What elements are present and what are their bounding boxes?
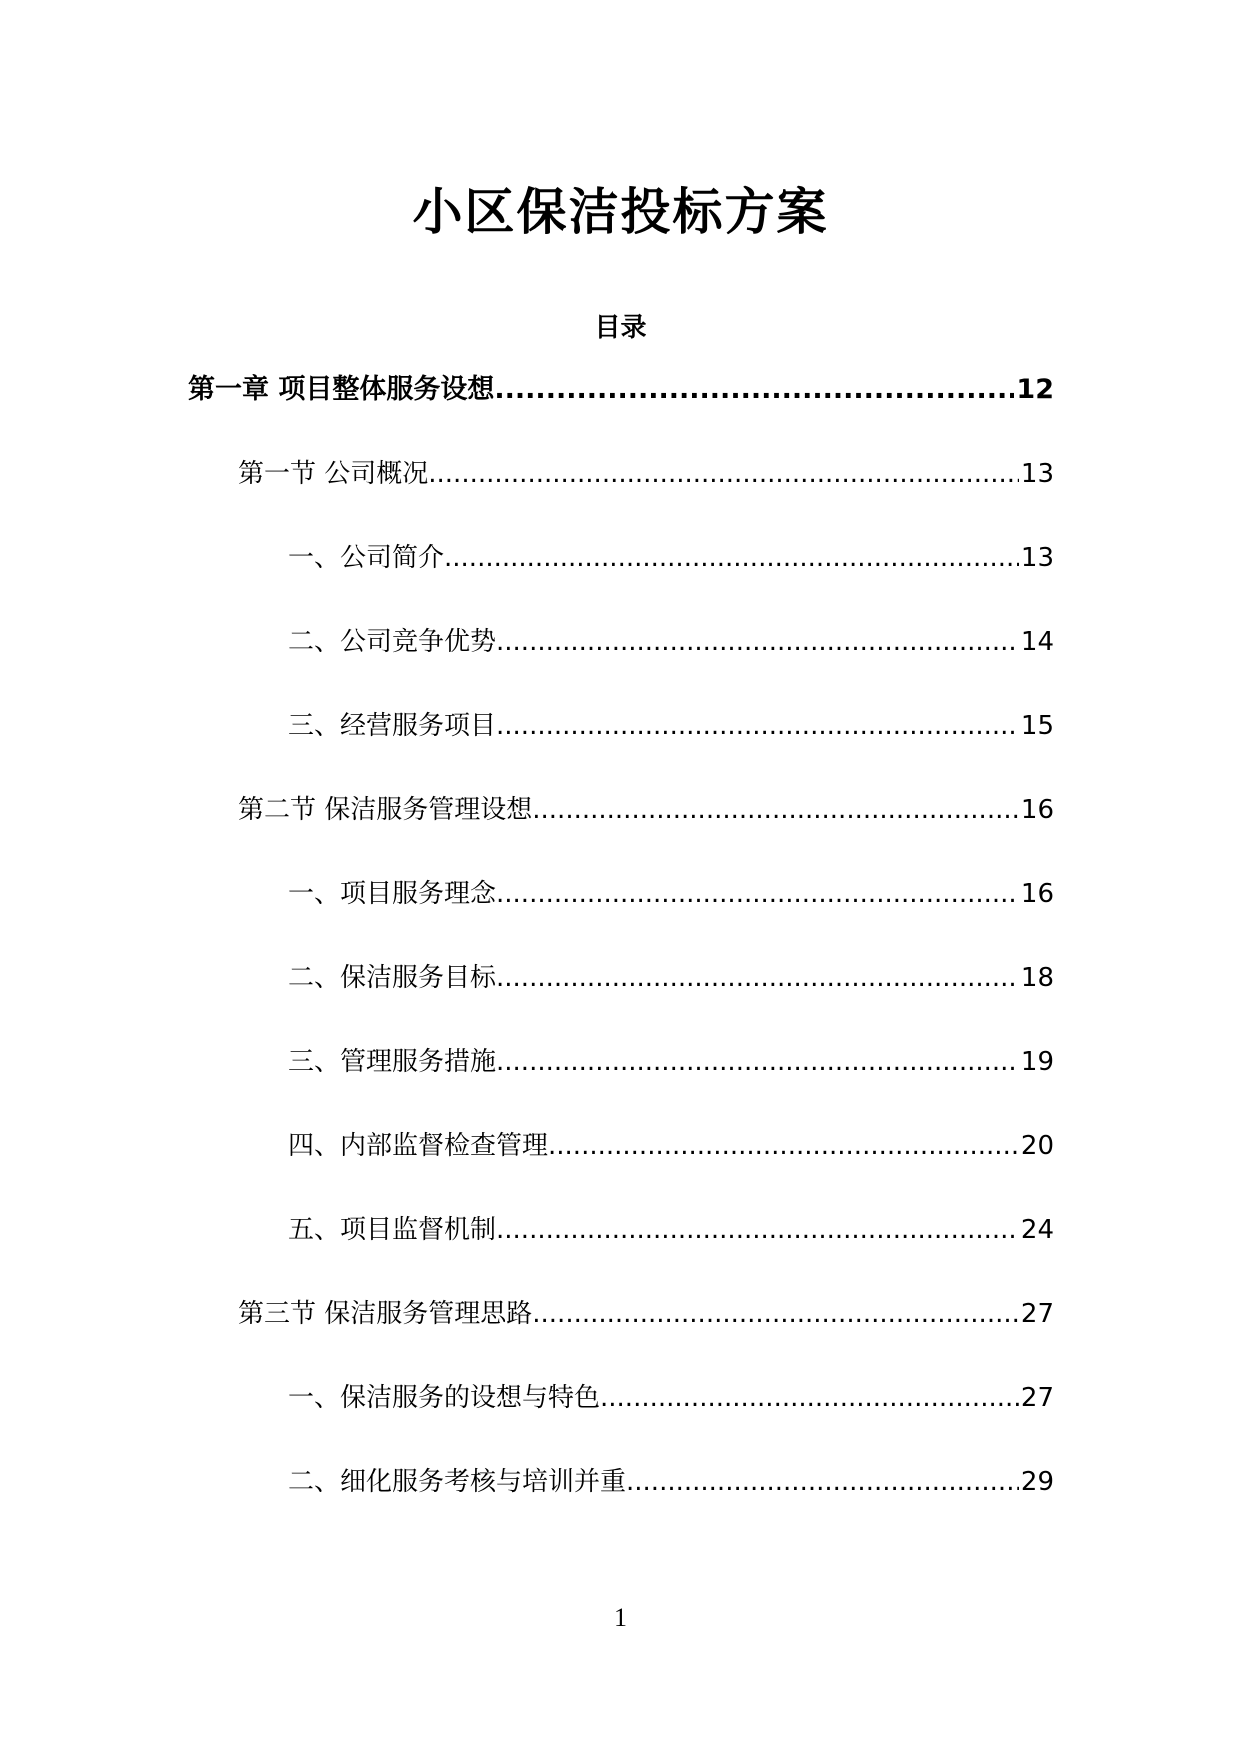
toc-entry-label: 三、经营服务项目 bbox=[288, 711, 497, 741]
toc-dot-leader bbox=[532, 790, 1019, 830]
toc-entry-page: 27 bbox=[1020, 1299, 1054, 1329]
toc-entry-subsection[interactable] bbox=[288, 1462, 1054, 1502]
toc-dot-leader bbox=[548, 1126, 1019, 1166]
toc-entry-page: 15 bbox=[1020, 711, 1054, 741]
toc-entry-subsection[interactable] bbox=[288, 1210, 1054, 1250]
toc-entry-label: 第二节 保洁服务管理设想 bbox=[238, 795, 533, 825]
toc-entry-label: 三、管理服务措施 bbox=[288, 1047, 497, 1077]
toc-dot-leader bbox=[496, 958, 1019, 998]
toc-entry-subsection[interactable] bbox=[288, 1126, 1054, 1166]
toc-entry-page: 16 bbox=[1020, 879, 1054, 909]
toc-entry-subsection[interactable] bbox=[288, 874, 1054, 914]
toc-entry-subsection[interactable] bbox=[288, 538, 1054, 578]
toc-entry-page: 20 bbox=[1020, 1131, 1054, 1161]
toc-entry-section[interactable] bbox=[238, 1294, 1054, 1334]
toc-dot-leader bbox=[496, 874, 1019, 914]
toc-entry-page: 24 bbox=[1020, 1215, 1054, 1245]
toc-entry-label: 二、细化服务考核与培训并重 bbox=[288, 1467, 627, 1497]
toc-entry-chapter[interactable] bbox=[188, 370, 1054, 410]
toc-dot-leader bbox=[600, 1378, 1019, 1418]
toc-entry-label: 第三节 保洁服务管理思路 bbox=[238, 1299, 533, 1329]
toc-heading: 目录 bbox=[594, 313, 647, 343]
toc-entry-subsection[interactable] bbox=[288, 1378, 1054, 1418]
toc-entry-page: 18 bbox=[1020, 963, 1054, 993]
toc-entry-label: 第一节 公司概况 bbox=[238, 459, 429, 489]
toc-entry-label: 一、项目服务理念 bbox=[288, 879, 497, 909]
toc-entry-label: 二、保洁服务目标 bbox=[288, 963, 497, 993]
toc-entry-label: 一、公司简介 bbox=[288, 543, 445, 573]
toc-entry-page: 13 bbox=[1020, 459, 1054, 489]
toc-entry-page: 19 bbox=[1020, 1047, 1054, 1077]
page-number: 1 bbox=[614, 1603, 627, 1632]
toc-entry-label: 四、内部监督检查管理 bbox=[288, 1131, 549, 1161]
toc-entry-label: 一、保洁服务的设想与特色 bbox=[288, 1383, 601, 1413]
toc-entry-label: 五、项目监督机制 bbox=[288, 1215, 497, 1245]
document-title: 小区保洁投标方案 bbox=[412, 183, 829, 241]
toc-entry-label: 二、公司竞争优势 bbox=[288, 627, 497, 657]
toc-entry-subsection[interactable] bbox=[288, 958, 1054, 998]
toc-dot-leader bbox=[532, 1294, 1019, 1334]
toc-entry-label: 第一章 项目整体服务设想 bbox=[188, 374, 495, 405]
toc-dot-leader bbox=[496, 1210, 1019, 1250]
toc-entry-page: 29 bbox=[1020, 1467, 1054, 1497]
toc-entry-page: 13 bbox=[1020, 543, 1054, 573]
toc-entry-subsection[interactable] bbox=[288, 1042, 1054, 1082]
toc-entry-section[interactable] bbox=[238, 790, 1054, 830]
toc-dot-leader bbox=[626, 1462, 1019, 1502]
toc-dot-leader bbox=[496, 706, 1019, 746]
toc-entry-section[interactable] bbox=[238, 454, 1054, 494]
toc-entry-page: 12 bbox=[1016, 374, 1054, 405]
toc-entry-subsection[interactable] bbox=[288, 706, 1054, 746]
toc-dot-leader bbox=[444, 538, 1019, 578]
toc-entry-page: 27 bbox=[1020, 1383, 1054, 1413]
toc-dot-leader bbox=[496, 1042, 1019, 1082]
toc-entry-page: 14 bbox=[1020, 627, 1054, 657]
toc-dot-leader bbox=[496, 622, 1019, 662]
toc-entry-page: 16 bbox=[1020, 795, 1054, 825]
toc-dot-leader bbox=[494, 370, 1014, 410]
toc-entry-subsection[interactable] bbox=[288, 622, 1054, 662]
toc-dot-leader bbox=[428, 454, 1019, 494]
